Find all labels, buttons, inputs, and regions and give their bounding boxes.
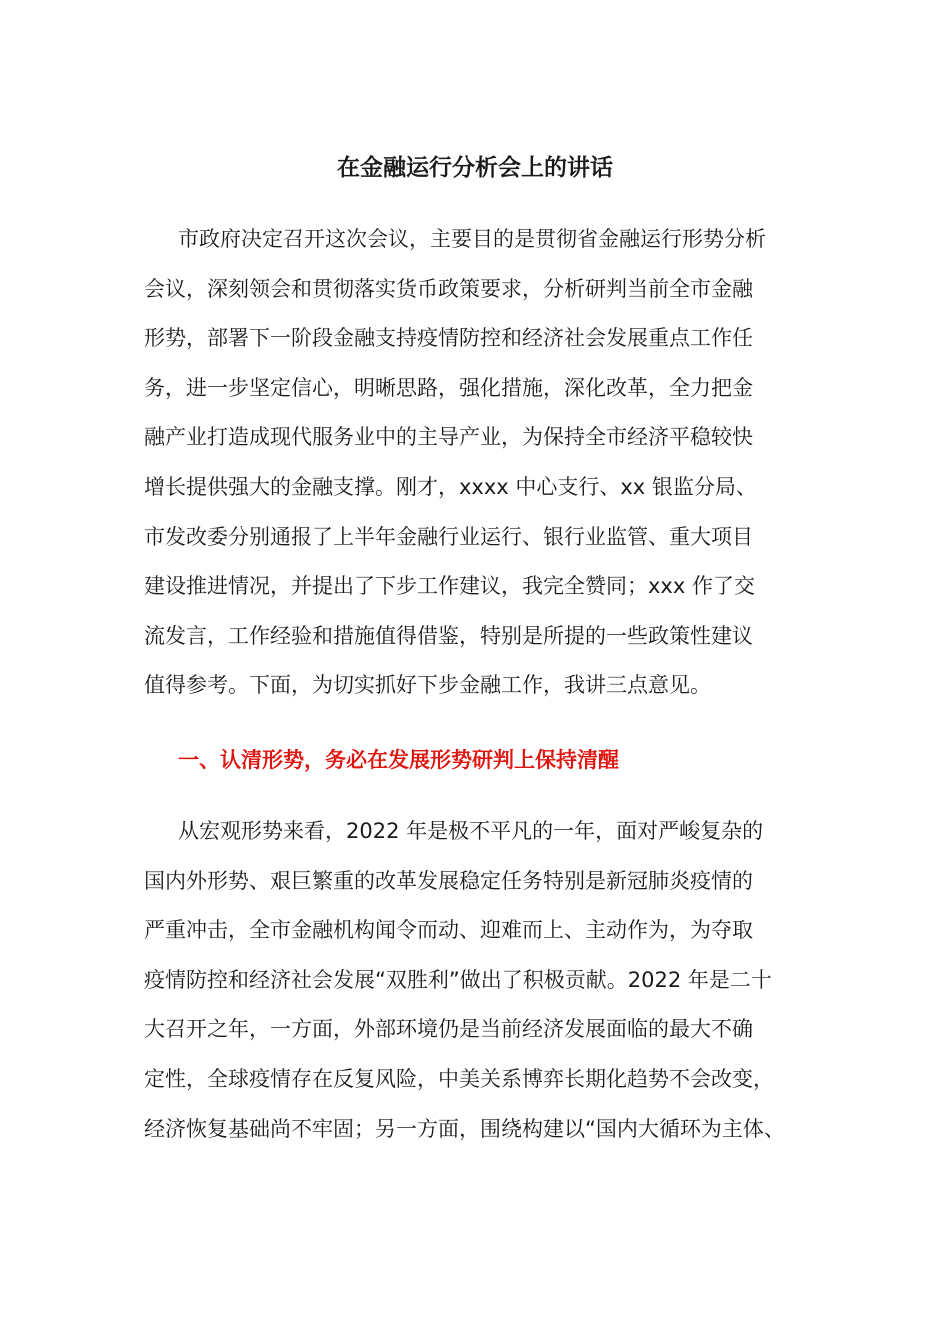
paragraph-line: 疫情防控和经济社会发展“双胜利”做出了积极贡献。2022 年是二十 [144,967,772,992]
paragraph-line: 会议，深刻领会和贯彻落实货币政策要求，分析研判当前全市金融 [144,276,753,301]
paragraph-line: 从宏观形势来看，2022 年是极不平凡的一年，面对严峻复杂的 [178,819,764,843]
paragraph-line: 市政府决定召开这次会议，主要目的是贯彻省金融运行形势分析 [178,227,766,251]
paragraph-line: 建设推进情况，并提出了下步工作建议，我完全赞同；xxx 作了交 [144,574,755,599]
paragraph-line: 定性，全球疫情存在反复风险，中美关系博弈长期化趋势不会改变， [144,1066,774,1091]
paragraph-line: 国内外形势、艰巨繁重的改革发展稳定任务特别是新冠肺炎疫情的 [144,868,753,893]
paragraph-line: 增长提供强大的金融支撑。刚才，xxxx 中心支行、xx 银监分局、 [144,474,757,499]
paragraph-line: 务，进一步坚定信心，明晰思路，强化措施，深化改革，全力把金 [144,375,753,400]
paragraph-line: 严重冲击，全市金融机构闻令而动、迎难而上、主动作为，为夺取 [144,918,753,943]
paragraph-line: 经济恢复基础尚不牢固；另一方面，围绕构建以“国内大循环为主体、 [144,1116,785,1141]
paragraph-line: 形势，部署下一阶段金融支持疫情防控和经济社会发展重点工作任 [144,326,753,351]
document-title: 在金融运行分析会上的讲话 [337,155,613,181]
paragraph-line: 融产业打造成现代服务业中的主导产业，为保持全市经济平稳较快 [144,425,753,450]
paragraph-line: 市发改委分别通报了上半年金融行业运行、银行业监管、重大项目 [144,524,753,549]
paragraph-intro [144,215,808,711]
paragraph-macro [144,807,808,1154]
paragraph-line: 值得参考。下面，为切实抓好下步金融工作，我讲三点意见。 [144,673,711,698]
section-heading-1: 一、认清形势，务必在发展形势研判上保持清醒 [178,748,619,772]
paragraph-line: 流发言，工作经验和措施值得借鉴，特别是所提的一些政策性建议 [144,623,753,648]
paragraph-line: 大召开之年，一方面，外部环境仍是当前经济发展面临的最大不确 [144,1017,753,1042]
